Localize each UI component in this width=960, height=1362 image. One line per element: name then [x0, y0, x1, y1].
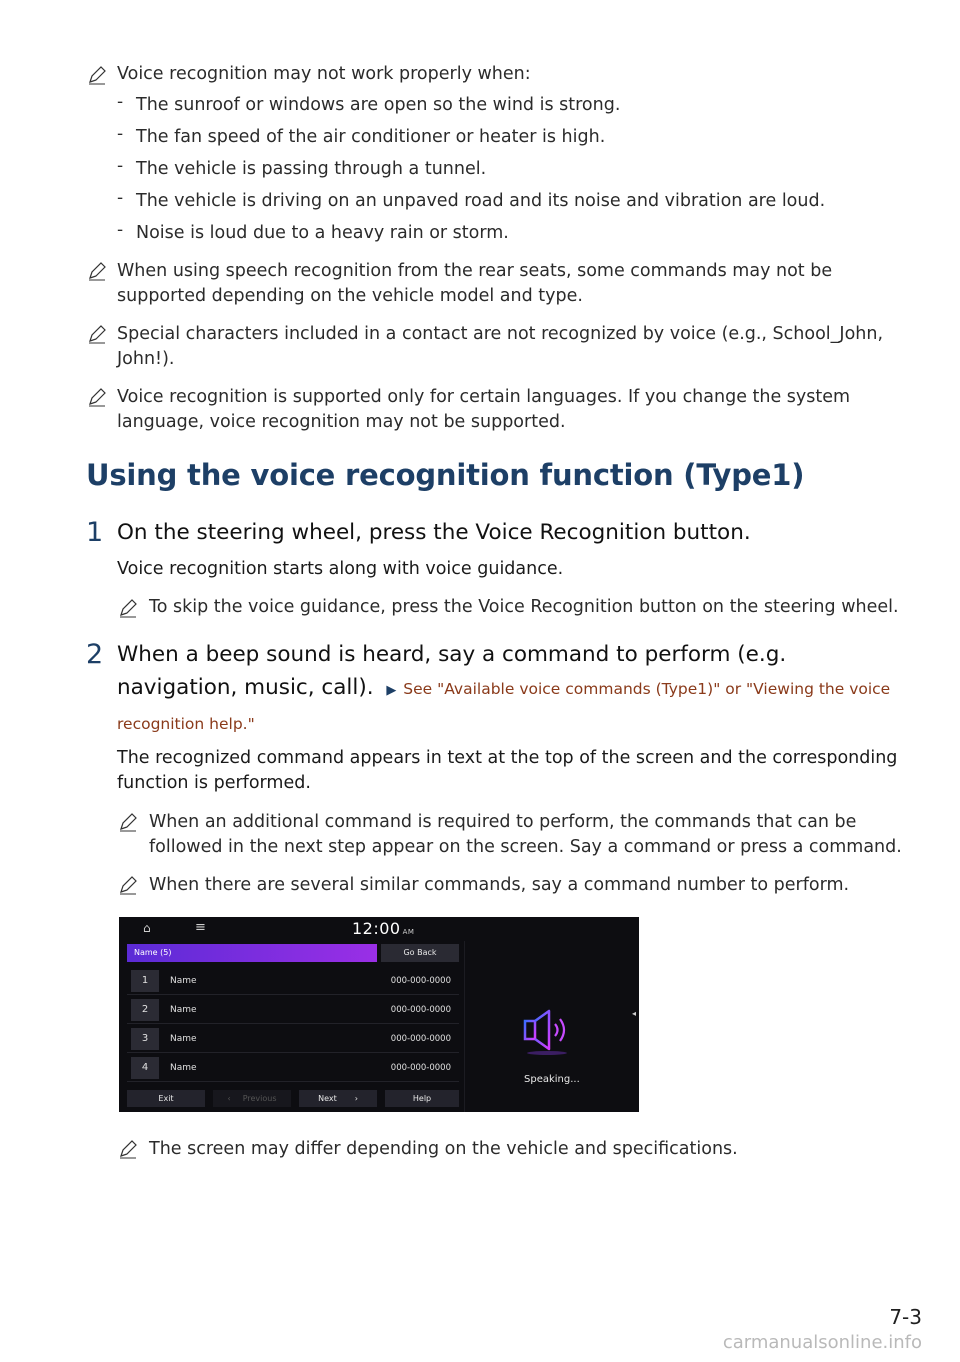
list-item: Noise is loud due to a heavy rain or storm. — [136, 223, 509, 243]
row-name: Name — [170, 1005, 197, 1015]
note-text: language, voice recognition may not be supported. — [117, 412, 566, 432]
note-text: John!). — [117, 349, 175, 369]
list-item: The sunroof or windows are open so the wind is strong. — [136, 95, 621, 115]
list-bullet-dash: - — [117, 220, 124, 240]
clock — [352, 919, 414, 938]
list-bullet-dash: - — [117, 92, 124, 112]
note-pencil-icon — [86, 386, 108, 408]
panel-divider — [464, 941, 465, 1112]
cross-reference-link[interactable]: See "Available voice commands (Type1)" or "Viewing the voice — [403, 680, 891, 698]
speaking-status: Speaking... — [524, 1074, 580, 1085]
row-phone: 000-000-0000 — [390, 1034, 451, 1044]
note-pencil-icon — [117, 1138, 139, 1160]
results-header: Name (5) — [127, 944, 377, 962]
list-bullet-dash: - — [117, 156, 124, 176]
step-title: On the steering wheel, press the Voice Recognition button. — [117, 520, 751, 545]
note-text: followed in the next step appear on the screen. Say a command or press a command. — [149, 837, 902, 857]
speaker-icon — [519, 1005, 579, 1055]
note-pencil-icon — [86, 323, 108, 345]
chevron-right-icon: › — [354, 1094, 358, 1103]
list-item: The vehicle is driving on an unpaved road and its noise and vibration are loud. — [136, 191, 826, 211]
cross-reference-link[interactable]: recognition help." — [117, 715, 255, 733]
row-number: 1 — [131, 970, 159, 992]
go-back-button[interactable]: Go Back — [381, 944, 459, 962]
voice-recognition-screen — [119, 917, 639, 1112]
note-text: When there are several similar commands, say a command number to perform. — [149, 875, 850, 895]
note-intro: Voice recognition may not work properly when: — [117, 64, 531, 84]
step-body: The recognized command appears in text at the top of the screen and the corresponding — [117, 748, 898, 768]
row-name: Name — [170, 976, 197, 986]
step-number: 1 — [86, 517, 104, 548]
row-number: 2 — [131, 999, 159, 1021]
row-phone: 000-000-0000 — [390, 976, 451, 986]
contact-row[interactable] — [127, 997, 459, 1024]
row-name: Name — [170, 1034, 197, 1044]
collapse-handle-icon[interactable]: ◂ — [632, 1009, 637, 1018]
step-title-text: navigation, music, call). — [117, 675, 374, 700]
step-body: Voice recognition starts along with voice guidance. — [117, 559, 564, 579]
previous-button[interactable] — [213, 1090, 291, 1107]
list-bullet-dash: - — [117, 188, 124, 208]
note-text: To skip the voice guidance, press the Voice Recognition button on the steering wheel. — [149, 597, 899, 617]
section-title: Using the voice recognition function (Type1) — [86, 458, 805, 492]
clock-ampm: AM — [402, 928, 415, 936]
note-text: When an additional command is required to perform, the commands that can be — [149, 812, 857, 832]
note-pencil-icon — [86, 64, 108, 86]
note-text: supported depending on the vehicle model and type. — [117, 286, 583, 306]
note-text: Voice recognition is supported only for certain languages. If you change the system — [117, 387, 851, 407]
status-bar — [119, 917, 639, 941]
home-icon[interactable]: ⌂ — [143, 921, 151, 935]
row-phone: 000-000-0000 — [390, 1005, 451, 1015]
contact-row[interactable] — [127, 1055, 459, 1082]
row-name: Name — [170, 1063, 197, 1073]
note-pencil-icon — [86, 260, 108, 282]
note-pencil-icon — [117, 874, 139, 896]
step-title-continued — [117, 671, 890, 707]
step-title: When a beep sound is heard, say a command to perform (e.g. — [117, 642, 787, 667]
watermark: carmanualsonline.info — [722, 1332, 922, 1353]
note-text: The screen may differ depending on the vehicle and specifications. — [149, 1139, 738, 1159]
row-phone: 000-000-0000 — [390, 1063, 451, 1073]
previous-label: Previous — [242, 1094, 277, 1103]
next-button[interactable] — [299, 1090, 377, 1107]
help-button[interactable]: Help — [385, 1090, 459, 1107]
list-item: The vehicle is passing through a tunnel. — [136, 159, 487, 179]
row-number: 4 — [131, 1057, 159, 1079]
exit-button[interactable]: Exit — [127, 1090, 205, 1107]
xref-arrow-icon: ▶ — [386, 683, 397, 698]
note-text: When using speech recognition from the rear seats, some commands may not be — [117, 261, 833, 281]
menu-icon[interactable]: ≡ — [195, 920, 206, 935]
clock-time: 12:00 — [352, 919, 401, 938]
page-number: 7-3 — [889, 1305, 922, 1329]
chevron-left-icon: ‹ — [227, 1094, 231, 1103]
list-bullet-dash: - — [117, 124, 124, 144]
step-body: function is performed. — [117, 773, 311, 793]
step-number: 2 — [86, 639, 104, 670]
note-pencil-icon — [117, 597, 139, 619]
contact-row[interactable] — [127, 1026, 459, 1053]
note-text: Special characters included in a contact are not recognized by voice (e.g., School_John, — [117, 324, 884, 344]
contact-row[interactable] — [127, 968, 459, 995]
next-label: Next — [318, 1094, 337, 1103]
list-item: The fan speed of the air conditioner or heater is high. — [136, 127, 606, 147]
row-number: 3 — [131, 1028, 159, 1050]
note-pencil-icon — [117, 811, 139, 833]
